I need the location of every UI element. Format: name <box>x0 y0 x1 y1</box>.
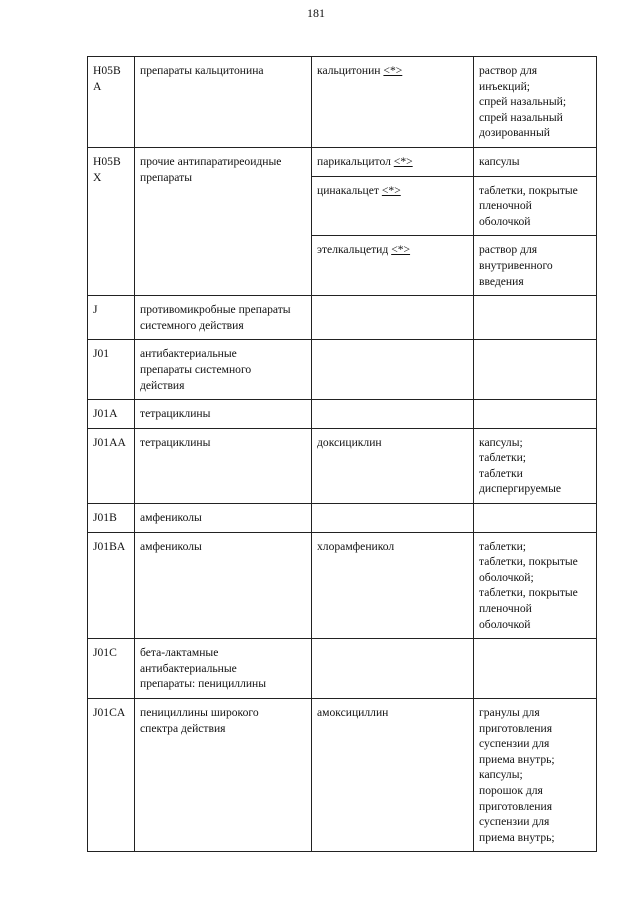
dosage-form-cell <box>474 236 597 296</box>
atc-code-cell-line: X <box>93 170 102 184</box>
dosage-form-cell-line: таблетки; <box>479 539 527 553</box>
dosage-form-cell <box>474 532 597 639</box>
drug-name-cell <box>312 504 474 533</box>
dosage-form-cell <box>474 400 597 429</box>
dosage-form-cell-line: введения <box>479 274 524 288</box>
atc-group-cell-line: тетрациклины <box>140 435 211 449</box>
table-row <box>88 428 597 503</box>
drug-name-cell <box>312 176 474 236</box>
dosage-form-cell-line: гранулы для <box>479 706 540 719</box>
atc-code-cell <box>88 639 135 699</box>
drug-name: амоксициллин <box>317 706 389 719</box>
atc-group-cell <box>135 296 312 340</box>
drug-name-cell <box>312 57 474 148</box>
dosage-form-cell-line: приготовления <box>479 721 553 735</box>
drug-name-cell <box>312 236 474 296</box>
atc-group-cell-line: амфениколы <box>140 511 202 525</box>
drug-marker: <*> <box>393 154 413 168</box>
drug-marker: <*> <box>391 243 411 257</box>
atc-code-cell-line: J01C <box>93 646 117 660</box>
dosage-form-cell-line: суспензии для <box>479 815 550 829</box>
atc-code-cell <box>88 147 135 295</box>
atc-group-cell-line: препараты системного <box>140 362 252 376</box>
atc-code-cell-line: J <box>93 303 98 317</box>
drug-name: хлорамфеникол <box>317 539 395 553</box>
drug-name-cell <box>312 639 474 699</box>
atc-code-cell-line: J01CA <box>93 706 126 719</box>
dosage-form-cell-line: таблетки, покрытые <box>479 586 578 600</box>
dosage-form-cell-line: раствор для <box>479 64 538 77</box>
drug-name-cell <box>312 296 474 340</box>
atc-code-cell-line: J01BA <box>93 539 126 553</box>
dosage-form-cell-line: оболочкой; <box>479 570 534 584</box>
dosage-form-cell-line: капсулы <box>479 154 520 168</box>
atc-group-cell <box>135 532 312 639</box>
dosage-form-cell-line: оболочкой <box>479 617 531 631</box>
atc-group-cell-line: спектра действия <box>140 721 226 735</box>
dosage-form-cell-line: капсулы; <box>479 435 523 449</box>
dosage-form-cell-line: таблетки, покрытые <box>479 183 578 197</box>
atc-group-cell <box>135 639 312 699</box>
dosage-form-cell-line: пленочной <box>479 602 532 616</box>
dosage-form-cell-line: таблетки; <box>479 451 527 465</box>
dosage-form-cell <box>474 57 597 148</box>
dosage-form-cell-line: инъекций; <box>479 79 531 93</box>
dosage-form-cell-line: приема внутрь; <box>479 752 555 766</box>
page-number: 181 <box>307 6 325 20</box>
dosage-form-cell <box>474 176 597 236</box>
atc-code-cell <box>88 400 135 429</box>
table-row <box>88 532 597 639</box>
atc-group-cell-line: амфениколы <box>140 539 202 553</box>
dosage-form-cell-line: приема внутрь; <box>479 830 555 844</box>
table-row <box>88 639 597 699</box>
drug-name-cell <box>312 428 474 503</box>
drug-name-cell <box>312 147 474 176</box>
atc-group-cell-line: системного действия <box>140 318 244 332</box>
atc-code-cell-line: J01B <box>93 511 117 525</box>
dosage-form-cell <box>474 147 597 176</box>
drug-name-cell <box>312 400 474 429</box>
table-row <box>88 699 597 852</box>
drug-name-cell <box>312 340 474 400</box>
dosage-form-cell <box>474 699 597 852</box>
dosage-form-cell-line: суспензии для <box>479 737 550 751</box>
atc-code-cell-line: J01 <box>93 347 110 361</box>
dosage-form-cell <box>474 639 597 699</box>
atc-code-cell <box>88 296 135 340</box>
dosage-form-cell-line: спрей назальный; <box>479 95 567 109</box>
atc-code-cell-line: J01AA <box>93 435 126 449</box>
dosage-form-cell-line: дозированный <box>479 126 550 140</box>
dosage-form-cell-line: таблетки, покрытые <box>479 555 578 569</box>
table-row <box>88 400 597 429</box>
drug-name: кальцитонин <box>317 64 381 77</box>
atc-group-cell <box>135 504 312 533</box>
atc-code-cell-line: A <box>93 79 102 93</box>
atc-group-cell-line: бета-лактамные <box>140 646 219 660</box>
atc-code-cell <box>88 57 135 148</box>
dosage-form-cell <box>474 504 597 533</box>
atc-group-cell-line: препараты: пенициллины <box>140 677 267 691</box>
drug-name: этелкальцетид <box>317 243 389 257</box>
table-row <box>88 296 597 340</box>
atc-group-cell-line: пенициллины широкого <box>140 706 259 719</box>
table-row <box>88 340 597 400</box>
drug-name: цинакальцет <box>317 183 379 197</box>
atc-code-cell-line: H05B <box>93 64 121 77</box>
atc-group-cell-line: тетрациклины <box>140 407 211 421</box>
drug-name-cell <box>312 699 474 852</box>
dosage-form-cell <box>474 296 597 340</box>
drug-marker: <*> <box>383 64 403 77</box>
dosage-form-cell-line: пленочной <box>479 199 532 213</box>
atc-group-cell <box>135 428 312 503</box>
table-body <box>88 57 597 852</box>
atc-code-cell <box>88 532 135 639</box>
atc-group-cell-line: действия <box>140 378 185 392</box>
atc-code-cell <box>88 340 135 400</box>
table-row <box>88 147 597 176</box>
atc-group-cell <box>135 699 312 852</box>
dosage-form-cell-line: диспергируемые <box>479 482 562 496</box>
dosage-form-cell-line: порошок для <box>479 783 543 797</box>
atc-group-cell-line: препараты кальцитонина <box>140 64 264 77</box>
drug-name: доксициклин <box>317 435 382 449</box>
dosage-form-cell <box>474 340 597 400</box>
drug-name: парикальцитол <box>317 154 391 168</box>
dosage-form-cell-line: таблетки <box>479 466 523 480</box>
drug-marker: <*> <box>381 183 401 197</box>
table-row <box>88 504 597 533</box>
atc-code-cell-line: J01A <box>93 407 118 421</box>
dosage-form-cell <box>474 428 597 503</box>
atc-group-cell <box>135 57 312 148</box>
dosage-form-cell-line: раствор для <box>479 243 538 257</box>
atc-group-cell <box>135 400 312 429</box>
atc-code-cell <box>88 699 135 852</box>
atc-code-cell-line: H05B <box>93 154 121 168</box>
dosage-form-cell-line: капсулы; <box>479 768 523 782</box>
atc-group-cell-line: противомикробные препараты <box>140 303 291 317</box>
drug-table <box>87 56 597 852</box>
dosage-form-cell-line: оболочкой <box>479 214 531 228</box>
atc-group-cell-line: антибактериальные <box>140 661 237 675</box>
atc-group-cell <box>135 147 312 295</box>
atc-group-cell <box>135 340 312 400</box>
dosage-form-cell-line: спрей назальный <box>479 110 563 124</box>
atc-group-cell-line: антибактериальные <box>140 347 237 361</box>
dosage-form-cell-line: приготовления <box>479 799 553 813</box>
atc-group-cell-line: препараты <box>140 170 192 184</box>
atc-group-cell-line: прочие антипаратиреоидные <box>140 154 282 168</box>
atc-code-cell <box>88 504 135 533</box>
atc-code-cell <box>88 428 135 503</box>
dosage-form-cell-line: внутривенного <box>479 258 553 272</box>
table-row <box>88 57 597 148</box>
drug-name-cell <box>312 532 474 639</box>
